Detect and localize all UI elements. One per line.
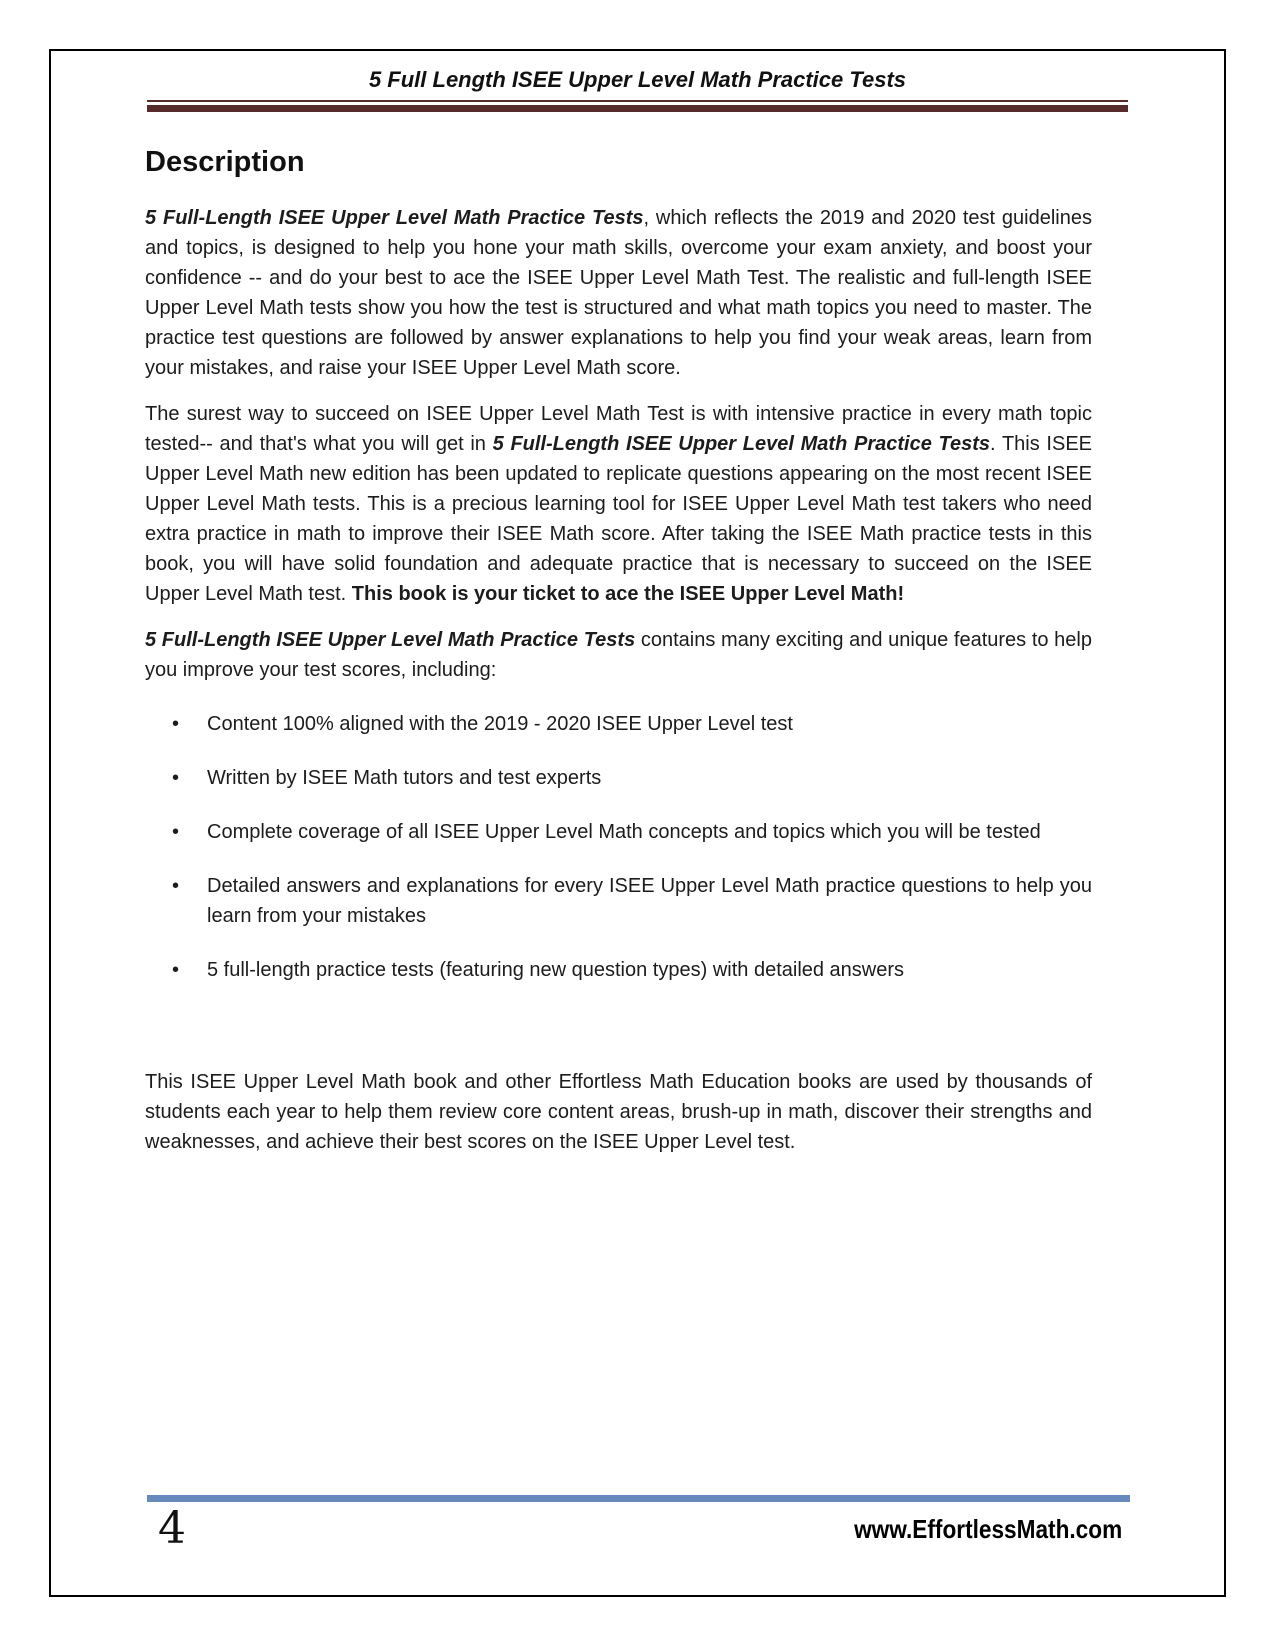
paragraph-text: . This ISEE Upper Level Math new edition has been updated to replicate questions appearing on the most recent ISEE Upper Level Math tests. This is a precious learning tool for ISEE Upper Level Math test takers who need extra practice in math to improve their ISEE Math score. After taking the ISEE Math practice tests in this book, you will have solid foundation and adequate practice that is necessary to succeed on the ISEE Upper Level Math test.: [145, 433, 1093, 605]
page-border: [49, 49, 1226, 1597]
header-title: 5 Full Length ISEE Upper Level Math Practice Tests: [368, 67, 907, 92]
bullet-icon: •: [172, 875, 180, 897]
paragraph-features: [145, 625, 1092, 685]
list-item-text: Complete coverage of all ISEE Upper Level Math concepts and topics which you will be tested: [207, 821, 1041, 843]
ticket-bold-run: This book is your ticket to ace the ISEE Upper Level Math!: [351, 583, 905, 605]
bullet-icon: •: [172, 767, 180, 789]
paragraph-intro: [145, 203, 1092, 383]
list-item-text: Written by ISEE Math tutors and test experts: [207, 767, 602, 789]
bullet-icon: •: [172, 821, 180, 843]
paragraph-text: , which reflects the 2019 and 2020 test guidelines and topics, is designed to help you hone your math skills, overcome your exam anxiety, and boost your confidence -- and do your best to ace the ISEE Upper Level Math Test. The realistic and full-length ISEE Upper Level Math tests show you how the test is structured and what math topics you need to master. The practice test questions are followed by answer explanations to help you find your weak areas, learn from your mistakes, and raise your ISEE Upper Level Math score.: [145, 207, 1092, 379]
paragraph-text: The surest way to succeed on ISEE Upper Level Math Test is with intensive practice in every math topic tested-- and that's what you will get in: [145, 403, 1092, 455]
book-title-run: 5 Full-Length ISEE Upper Level Math Practice Tests: [145, 207, 644, 229]
footer-rule: [147, 1495, 1130, 1502]
paragraph-surest-way: [145, 399, 1092, 609]
book-title-run: 5 Full-Length ISEE Upper Level Math Practice Tests: [145, 629, 636, 651]
main-content: [145, 146, 1092, 1157]
header-rule: [147, 100, 1128, 112]
paragraph-text: contains many exciting and unique features to help you improve your test scores, including:: [145, 629, 1092, 681]
list-item: [145, 763, 1092, 793]
list-item-text: 5 full-length practice tests (featuring new question types) with detailed answers: [207, 959, 905, 981]
list-item: [145, 817, 1092, 847]
list-item: [145, 709, 1092, 739]
bullet-icon: •: [172, 713, 180, 735]
list-item-text: Content 100% aligned with the 2019 - 2020 ISEE Upper Level test: [207, 713, 793, 735]
list-item-text: Detailed answers and explanations for every ISEE Upper Level Math practice questions to help you learn from your mistakes: [207, 875, 1092, 927]
page-number: 4: [158, 1503, 186, 1554]
bullet-icon: •: [172, 959, 180, 981]
list-item: [145, 871, 1092, 931]
book-title-run: 5 Full-Length ISEE Upper Level Math Practice Tests: [492, 433, 991, 455]
list-item: [145, 955, 1092, 985]
website-link[interactable]: www.EffortlessMath.com: [853, 1514, 1122, 1544]
feature-bullet-list: [145, 709, 1092, 985]
paragraph-closing: This ISEE Upper Level Math book and other Effortless Math Education books are used by thousands of students each year to help them review core content areas, brush-up in math, discover their strengths and weaknesses, and achieve their best scores on the ISEE Upper Level test.: [145, 1071, 1092, 1153]
section-title: Description: [145, 146, 305, 178]
